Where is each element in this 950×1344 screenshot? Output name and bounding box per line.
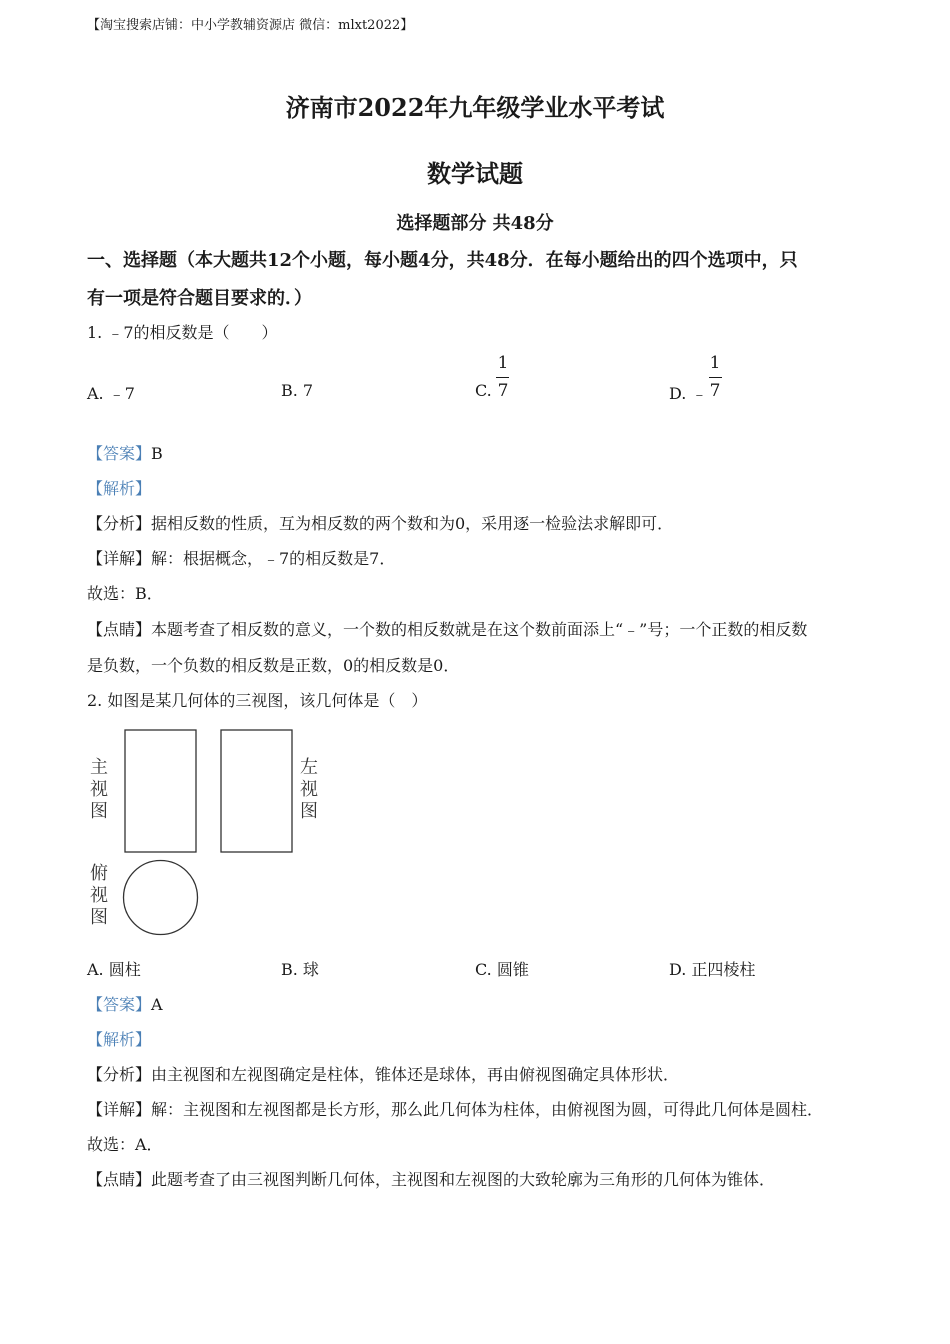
- q1-comment-line1: 【点睛】本题考查了相反数的意义，一个数的相反数就是在这个数前面添上“﹣”号；一个正数的相反数: [87, 620, 808, 639]
- q1-option-c-prefix: C.: [475, 381, 492, 400]
- front-view-label-char: 图: [90, 801, 108, 822]
- q2-answer-tag: 【答案】: [87, 995, 152, 1014]
- q1-option-c-denominator: 7: [497, 381, 509, 401]
- q1-comment-line2: 是负数，一个负数的相反数是正数，0的相反数是0．: [87, 656, 460, 675]
- q1-detail: 【详解】解：根据概念，﹣7的相反数是7．: [87, 549, 396, 568]
- top-view-label-char: 图: [90, 907, 108, 928]
- q2-option-b: B. 球: [281, 960, 319, 979]
- exam-title: 济南市2022年九年级学业水平考试: [285, 93, 665, 122]
- q2-detail: 【详解】解：主视图和左视图都是长方形，那么此几何体为柱体，由俯视图为圆，可得此几何体是圆柱．: [87, 1100, 824, 1119]
- q1-stem: 1. ﹣7的相反数是（ ）: [87, 323, 278, 342]
- part-heading: 选择题部分 共48分: [396, 213, 554, 234]
- top-view-label: [89, 863, 109, 929]
- q1-answer: [87, 441, 163, 464]
- q2-option-a: A. 圆柱: [87, 960, 141, 979]
- q2-comment: 【点睛】此题考查了由三视图判断几何体，主视图和左视图的大致轮廓为三角形的几何体为锥体．: [87, 1170, 776, 1189]
- front-view-label-char: 主: [90, 757, 108, 778]
- top-view-label-char: 视: [90, 885, 108, 906]
- q1-answer-value: B: [151, 444, 163, 463]
- section-heading-line2: 有一项是符合题目要求的．）: [87, 288, 312, 309]
- q1-option-d-numerator: 1: [709, 353, 721, 373]
- q1-analysis-tag: 【解析】: [87, 479, 152, 498]
- top-view-label-char: 俯: [90, 863, 108, 884]
- q2-answer-value: A: [151, 995, 163, 1014]
- top-view-circle: [124, 861, 198, 935]
- q1-option-d-fraction-bar: [709, 377, 722, 378]
- q2-option-d: D. 正四棱柱: [669, 960, 756, 979]
- q2-answer: [87, 992, 163, 1015]
- left-view-label-char: 图: [300, 801, 318, 822]
- q1-option-c-numerator: 1: [497, 353, 509, 373]
- q2-stem: 2. 如图是某几何体的三视图，该几何体是（ ）: [87, 691, 428, 710]
- q2-option-c: C. 圆锥: [475, 960, 529, 979]
- q1-answer-tag: 【答案】: [87, 444, 152, 463]
- q1-option-d-prefix: D. ﹣: [669, 384, 708, 403]
- q1-option-b: B. 7: [281, 381, 314, 400]
- front-view-label: [89, 757, 109, 823]
- q2-analysis-tag: 【解析】: [87, 1030, 152, 1049]
- q1-option-a: A. ﹣7: [87, 384, 135, 403]
- page-header: 【淘宝搜索店铺：中小学教辅资源店 微信：mlxt2022】: [87, 18, 414, 33]
- left-view-label-char: 视: [300, 779, 318, 800]
- q1-option-c-fraction-bar: [496, 377, 509, 378]
- left-view-label-char: 左: [300, 757, 318, 778]
- q1-analysis: 【分析】据相反数的性质，互为相反数的两个数和为0，采用逐一检验法求解即可．: [87, 514, 674, 533]
- section-heading-line1: 一、选择题（本大题共12个小题，每小题4分，共48分．在每小题给出的四个选项中，只: [87, 250, 798, 271]
- front-view-rectangle: [125, 730, 196, 852]
- three-view-drawing: [115, 722, 305, 942]
- front-view-label-char: 视: [90, 779, 108, 800]
- q1-choice: 故选：B．: [87, 584, 163, 603]
- q2-analysis: 【分析】由主视图和左视图确定是柱体，锥体还是球体，再由俯视图确定具体形状．: [87, 1065, 680, 1084]
- exam-subtitle: 数学试题: [427, 159, 523, 188]
- left-view-rectangle: [221, 730, 292, 852]
- q1-option-d-denominator: 7: [709, 381, 721, 401]
- q2-choice: 故选：A．: [87, 1135, 163, 1154]
